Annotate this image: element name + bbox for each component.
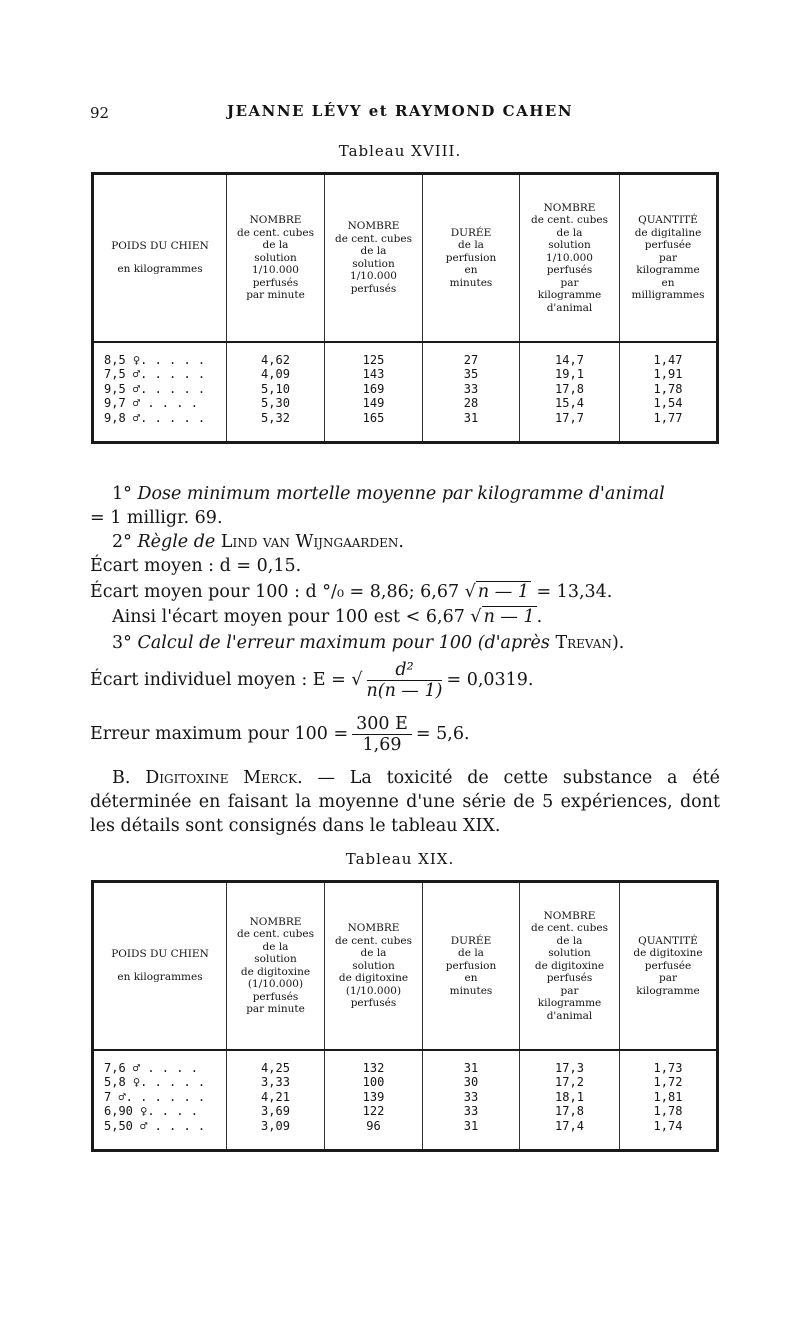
calcul-end: ). xyxy=(611,633,625,653)
table19-col-cc-per-minute: 4,25 3,33 4,21 3,69 3,09 xyxy=(227,1050,325,1151)
table18-header-cc-per-kg: NOMBRE de cent. cubes de la solution 1/10.000 perfusés par kilogramme d'animal xyxy=(520,174,620,342)
paragraph-regle xyxy=(90,530,742,554)
dose-title: Dose minimum mortelle moyenne par kilogramme d'animal xyxy=(137,484,665,504)
calcul-author: Trevan xyxy=(555,633,612,653)
regle-authors: Lind van Wijngaarden. xyxy=(220,532,404,552)
erreur-maximum xyxy=(90,714,720,755)
table19-header-cc-per-kg: NOMBRE de cent. cubes de la solution de digitoxine perfusés par kilogramme d'animal xyxy=(520,882,620,1050)
table19-header-quantity: QUANTITÉ de digitoxine perfusée par kilogramme xyxy=(620,882,718,1050)
calcul-title: Calcul de l'erreur maximum pour 100 (d'après xyxy=(137,633,556,653)
digitoxine-body: — La toxicité de cette substance a été déterminée en faisant la moyenne d'une série de 5 expériences, dont les détails sont consignés dans le tableau XIX. xyxy=(90,768,720,836)
table19-header-weight xyxy=(93,882,227,1050)
regle-lead: 2° xyxy=(112,532,138,552)
paragraph-dose-minimum xyxy=(90,482,720,530)
table19-header-cc-total: NOMBRE de cent. cubes de la solution de digitoxine (1/10.000) perfusés xyxy=(325,882,423,1050)
table19-header-weight-line1: POIDS DU CHIEN xyxy=(111,948,209,961)
dose-value: = 1 milligr. 69. xyxy=(90,508,223,528)
table18-header-weight-line1: POIDS DU CHIEN xyxy=(111,240,209,253)
dose-lead: 1° xyxy=(112,484,138,504)
ecart-moyen-pour-100 xyxy=(90,580,720,604)
table19-col-quantity: 1,73 1,72 1,81 1,78 1,74 xyxy=(653,1060,683,1133)
erreur-text: Erreur maximum pour 100 = xyxy=(90,724,349,744)
table19-col-cc-per-kg: 17,3 17,2 18,1 17,8 17,4 xyxy=(520,1050,620,1151)
table18-col-cc-per-kg: 14,7 19,1 17,8 15,4 17,7 xyxy=(520,342,620,443)
table18-col-duration: 27 35 33 28 31 xyxy=(423,342,520,443)
table19-col-duration: 31 30 33 33 31 xyxy=(423,1050,520,1151)
ecart-individuel xyxy=(90,660,720,701)
table19-col-weight: 7,6 ♂ . . . . 5,8 ♀. . . . . 7 ♂. . . . . . 6,90 ♀. . . . 5,50 ♂ . . . . xyxy=(93,1050,227,1151)
ainsi-end: . xyxy=(536,607,543,627)
ainsi-ecart xyxy=(90,605,742,629)
fraction-numerator: d² xyxy=(367,660,443,681)
digitoxine-lead: B. xyxy=(112,768,146,788)
ecart-pour-100-result: = 13,34. xyxy=(530,582,613,602)
table19 xyxy=(91,880,719,1152)
running-head: JEANNE LÉVY et RAYMOND CAHEN xyxy=(226,102,574,120)
digitoxine-name: Digitoxine Merck. xyxy=(145,768,303,788)
table18-col-cc-per-minute: 4,62 4,09 5,10 5,30 5,32 xyxy=(227,342,325,443)
radicand-2: n — 1 xyxy=(483,607,535,627)
paragraph-digitoxine xyxy=(90,766,720,838)
ecart-moyen: Écart moyen : d = 0,15. xyxy=(90,556,302,576)
ainsi-text: Ainsi l'écart moyen pour 100 est < 6,67 √ xyxy=(112,607,482,627)
table19-col-cc-total: 132 100 139 122 96 xyxy=(325,1050,423,1151)
table18-header-weight-line2: en kilogrammes xyxy=(117,262,203,275)
table18-header-cc-per-minute: NOMBRE de cent. cubes de la solution 1/10.000 perfusés par minute xyxy=(227,174,325,342)
paragraph-calcul xyxy=(90,631,742,655)
ecart-individuel-text: Écart individuel moyen : E = √ xyxy=(90,670,363,690)
fraction-denominator: n(n — 1) xyxy=(366,681,443,701)
table19-caption: Tableau XIX. xyxy=(345,850,455,868)
table18-col-weight: 8,5 ♀. . . . . 7,5 ♂. . . . . 9,5 ♂. . . . . 9,7 ♂ . . . . 9,8 ♂. . . . . xyxy=(93,342,227,443)
page-number: 92 xyxy=(90,104,110,122)
regle-title: Règle de xyxy=(137,532,221,552)
ecart-individuel-result: = 0,0319. xyxy=(446,670,534,690)
table19-header-weight-line2: en kilogrammes xyxy=(117,970,203,983)
erreur-result: = 5,6. xyxy=(415,724,470,744)
erreur-denominator: 1,69 xyxy=(362,735,402,755)
table18-header-cc-total: NOMBRE de cent. cubes de la solution 1/10.000 perfusés xyxy=(325,174,423,342)
erreur-fraction xyxy=(352,714,412,755)
table18-caption: Tableau XVIII. xyxy=(338,142,462,160)
calcul-lead: 3° xyxy=(112,633,138,653)
radicand: n — 1 xyxy=(477,582,529,602)
table18 xyxy=(91,172,719,444)
ecart-pour-100-text: Écart moyen pour 100 : d °/₀ = 8,86; 6,67 √ xyxy=(90,582,476,602)
ecart-fraction xyxy=(367,660,443,701)
erreur-numerator: 300 E xyxy=(352,714,412,735)
table18-col-cc-total: 125 143 169 149 165 xyxy=(325,342,423,443)
table18-header-quantity: QUANTITÉ de digitaline perfusée par kilogramme en milligrammes xyxy=(620,174,718,342)
table18-header-duration: DURÉE de la perfusion en minutes xyxy=(423,174,520,342)
table18-header-weight xyxy=(93,174,227,342)
table19-header-cc-per-minute: NOMBRE de cent. cubes de la solution de digitoxine (1/10.000) perfusés par minute xyxy=(227,882,325,1050)
table19-header-duration: DURÉE de la perfusion en minutes xyxy=(423,882,520,1050)
table18-col-quantity: 1,47 1,91 1,78 1,54 1,77 xyxy=(653,352,683,425)
